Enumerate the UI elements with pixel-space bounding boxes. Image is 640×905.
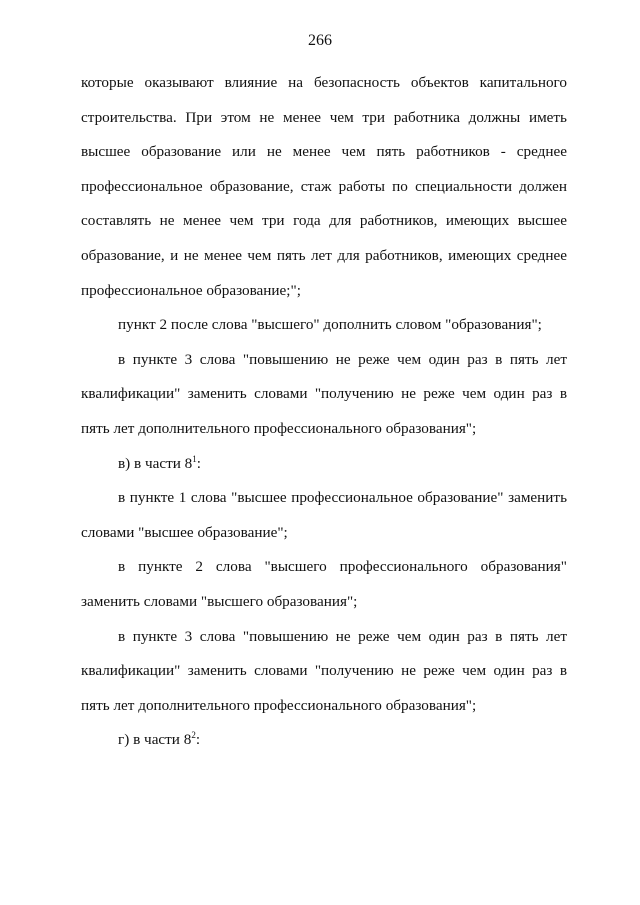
paragraph-point-3: в пункте 3 слова "повышению не реже чем один раз в пять лет квалификации" заменить словами "получению не реже чем один раз в пять лет дополнительного профессионального образования";	[81, 350, 567, 437]
part-heading-text: в) в части 8	[118, 454, 193, 472]
document-body	[81, 66, 567, 758]
paragraph-point-3-second: в пункте 3 слова "повышению не реже чем один раз в пять лет квалификации" заменить словами "получению не реже чем один раз в пять лет дополнительного профессионального образования";	[81, 627, 567, 714]
part-heading-colon: :	[196, 454, 202, 472]
page-number: 266	[308, 32, 332, 49]
part-heading-colon: :	[195, 731, 201, 749]
paragraph-point-2-second: в пункте 2 слова "высшего профессионального образования" заменить словами "высшего образования";	[81, 558, 567, 610]
paragraph-part-8-1	[81, 447, 567, 482]
superscript-number: 2	[191, 730, 196, 741]
paragraph-continuation: которые оказывают влияние на безопасность объектов капитального строительства. При этом не менее чем три работника должны иметь высшее образование или не менее чем пять работников - среднее профессиональное образование, стаж работы по специальности должен составлять не менее чем три года для работников, имеющих высшее образование, и не менее чем пять лет для работников, имеющих среднее профессиональное образование;";	[81, 74, 567, 299]
paragraph-point-2: пункт 2 после слова "высшего" дополнить словом "образования";	[118, 316, 542, 334]
paragraph-point-1: в пункте 1 слова "высшее профессиональное образование" заменить словами "высшее образование";	[81, 489, 567, 541]
paragraph-part-8-2	[81, 723, 567, 758]
part-heading-text: г) в части 8	[118, 731, 192, 749]
superscript-number: 1	[192, 453, 197, 464]
